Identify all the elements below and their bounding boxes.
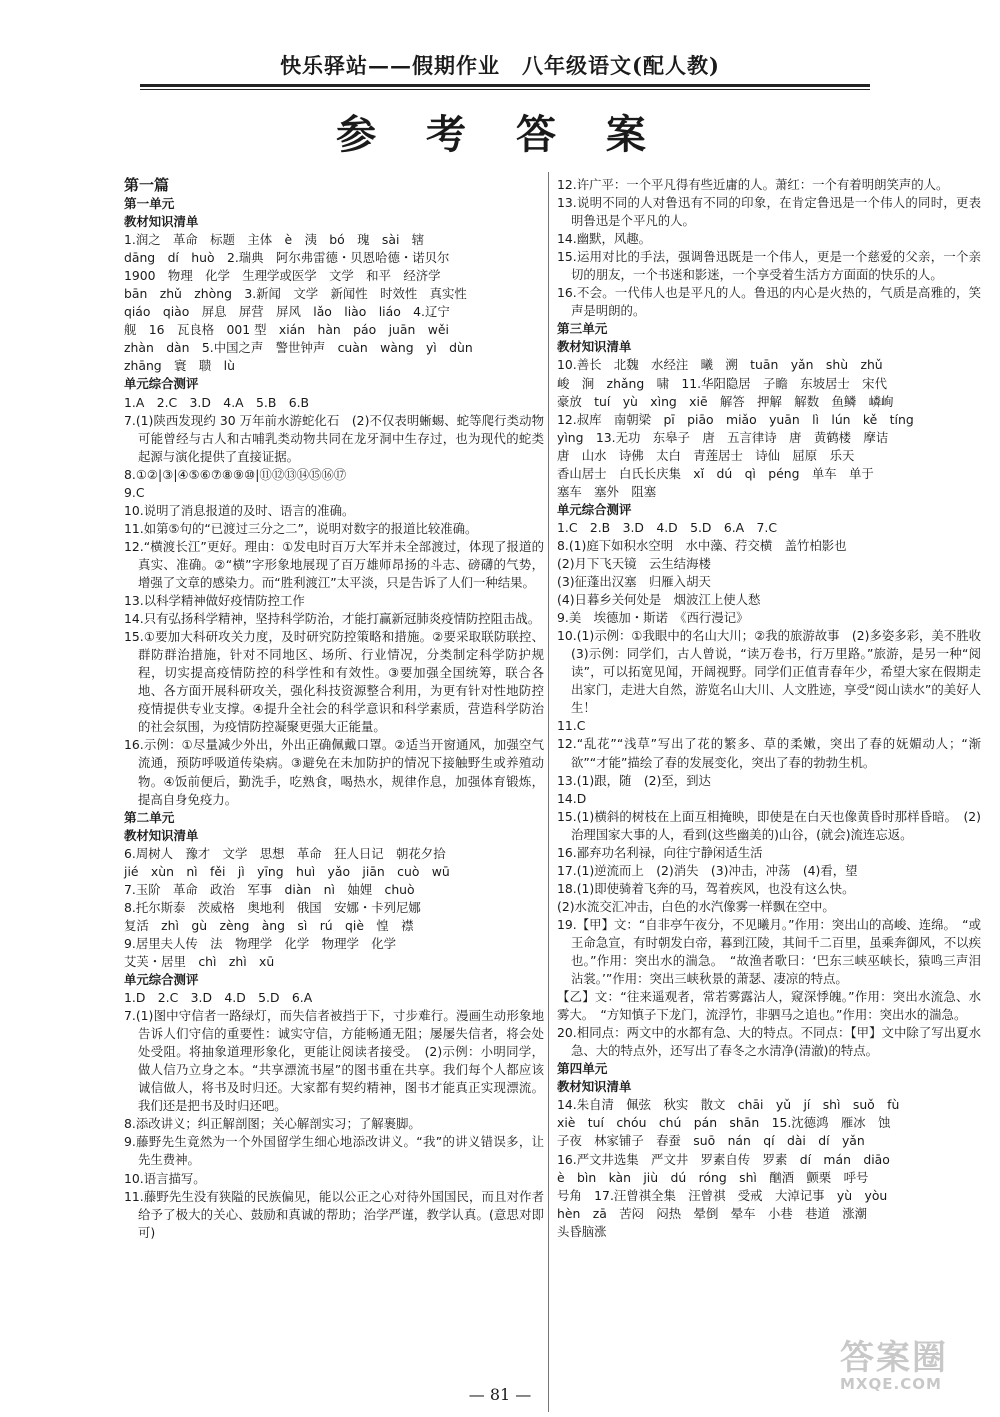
answer-item: 9.美 埃德加・斯诺 《西行漫记》 <box>557 610 749 626</box>
answer-line: 号角 17.汪曾祺全集 汪曾祺 受戒 大淖记事 yù yòu <box>557 1187 888 1203</box>
unit-heading: 第四单元 <box>557 1061 608 1077</box>
watermark-logo <box>840 1330 990 1410</box>
answer-item: 8.①②|③|④⑤⑥⑦⑧⑨⑩|⑪⑫⑬⑭⑮⑯⑰ <box>124 466 347 482</box>
subsection-heading: 教材知识清单 <box>557 1079 632 1095</box>
answer-line: 头昏脑涨 <box>557 1223 607 1239</box>
subsection-heading: 单元综合测评 <box>557 501 632 517</box>
subsection-heading: 单元综合测评 <box>124 376 199 392</box>
subsection-heading: 教材知识清单 <box>124 827 199 843</box>
answer-item: 9.藤野先生竟然为一个外国留学生细心地添改讲义。“我”的讲义错误多，让先生费神。 <box>124 1134 544 1168</box>
answer-line: hèn zā 苦闷 闷热 晕倒 晕车 小巷 巷道 涨潮 <box>557 1205 868 1221</box>
column-divider <box>548 172 549 1412</box>
answer-item: 16.不会。一代伟人也是平凡的人。鲁迅的内心是火热的，气质是高雅的，笑声是明朗的。 <box>557 285 981 319</box>
answer-item: 15.运用对比的手法，强调鲁迅既是一个伟人，更是一个慈爱的父亲，一个亲切的朋友，一个书迷和影迷，一个享受着生活方方面面的快乐的人。 <box>557 249 981 283</box>
answer-line: (2)水流交汇冲击，白色的水汽像雾一样飘在空中。 <box>557 898 835 914</box>
answer-item: 19.【甲】文：“自非亭午夜分，不见曦月。”作用：突出山的高峻、连绵。 “或王命急宣，有时朝发白帝，暮到江陵，其间千二百里，虽乘奔御风，不以疾也。”作用：突出水的湍急。 “故渔者歌曰：‘巴东三峡巫峡长，猿鸣三声泪沾裳。’”作用：突出三峡秋景的萧瑟、凄凉的特点。 <box>557 916 981 987</box>
answer-item: 8.(1)庭下如积水空明 水中藻、荇交横 盖竹柏影也 <box>557 537 847 553</box>
answer-item: 1.润之 革命 标题 主体 è 洟 bó 瑰 sài 辖 <box>124 232 425 248</box>
answer-item: 15.(1)横斜的树枝在上面互相掩映，即使是在白天也像黄昏时那样昏暗。 (2)治理国家大事的人，看到(这些幽美的)山谷，(就会)流连忘返。 <box>557 808 981 842</box>
page-title: 参 考 答 案 <box>336 111 664 158</box>
subsection-heading: 教材知识清单 <box>124 214 199 230</box>
answer-line: 豪放 tuí yù xìng xiē 解答 押解 解数 鱼鳞 嶙峋 <box>557 393 894 409</box>
unit-heading: 第三单元 <box>557 321 608 337</box>
answer-line: è bìn kàn jiù dú róng shì 酗酒 颤栗 呼号 <box>557 1169 869 1185</box>
answer-item: 11.藤野先生没有狭隘的民族偏见，能以公正之心对待外国国民，而且对作者给予了极大的关心、鼓励和真诚的帮助；治学严谨，教学认真。(意思对即可) <box>124 1188 544 1240</box>
unit-heading: 第二单元 <box>124 809 175 825</box>
answer-line: xiè tuí chóu chú pán shān 15.沈德鸿 雁冰 蚀 <box>557 1115 891 1131</box>
answer-line: 舰 16 瓦良格 001 型 xián hàn páo juān wěi <box>124 322 449 338</box>
answer-line: 香山居士 白氏长庆集 xǐ dú qì péng 单车 单于 <box>557 465 874 481</box>
answer-line: 【乙】文：“往来遥观者，常若雾露沾人，窥深悸魄。”作用：突出水流急、水雾大。 “方知慎子下龙门，流浮竹，非驷马之追也。”作用：突出水的湍急。 <box>557 989 981 1023</box>
answer-item: 9.C <box>124 484 145 500</box>
subsection-heading: 单元综合测评 <box>124 972 199 988</box>
answer-item: 10.说明了消息报道的及时、语言的准确。 <box>124 502 355 518</box>
answer-item: 14.D <box>557 790 587 806</box>
answer-line: 1900 物理 化学 生理学或医学 文学 和平 经济学 <box>124 268 441 284</box>
answer-item: 16.严文井选集 严文井 罗素自传 罗素 dí mán diāo <box>557 1151 890 1167</box>
answer-item: 15.①要加大科研攻关力度，及时研究防控策略和措施。②要采取联防联控、群防群治措施，针对不同地区、场所、行业情况，分类制定科学防护规程，切实提高疫情防控的科学性和有效性。③要加强全国统筹，联合各地、各方面开展科研攻关，强化科技资源整合利用，为更有针对性地防控疫情提供专业支撑。④提升全社会的科学意识和科学素质，营造科学防治的社会氛围，为疫情防控凝聚更强大正能量。 <box>124 629 544 735</box>
unit-heading: 第一单元 <box>124 196 175 211</box>
answer-item: 12.许广平：一个平凡得有些近庸的人。萧红：一个有着明朗笑声的人。 <box>557 177 949 192</box>
answer-line: (2)月下飞天镜 云生结海楼 <box>557 555 711 571</box>
right-answer-column <box>557 176 994 1241</box>
answer-line: 艾芙・居里 chì zhì xū <box>124 953 275 969</box>
answer-item: 13.(1)跟，随 (2)至，到达 <box>557 772 711 788</box>
answer-item: 11.C <box>557 718 586 734</box>
answer-item: 10.善长 北魏 水经注 曦 溯 tuān yǎn shù zhǔ <box>557 357 883 373</box>
answer-item: 14.朱自清 佩弦 秋实 散文 chāi yǔ jí shì suǒ fù <box>557 1097 900 1113</box>
answer-item: 14.只有弘扬科学精神，坚持科学防治，才能打赢新冠肺炎疫情防控阻击战。 <box>124 611 541 627</box>
header-rule-thin <box>140 89 870 90</box>
answer-line: 复活 zhì gù zèng àng sì rú qiè 惶 襟 <box>124 917 414 933</box>
answer-item: 8.托尔斯泰 茨威格 奥地利 俄国 安娜・卡列尼娜 <box>124 899 421 915</box>
answer-item: 12.叔库 南朝梁 pī piāo miǎo yuān lì lún kě tíng <box>557 411 914 427</box>
part-heading: 第一篇 <box>124 176 170 194</box>
page-number: — 81 — <box>468 1385 532 1404</box>
answer-line: bān zhǔ zhòng 3.新闻 文学 新闻性 时效性 真实性 <box>124 286 467 302</box>
answer-item: 12.“横渡长江”更好。理由：①发电时百万大军并未全部渡过，体现了报道的真实、准确。②“横”字形象地展现了百万雄师昂扬的斗志、磅礴的气势，增强了文章的感染力。而“胜利渡江”太平淡，只是告诉了人们一种结果。 <box>124 538 544 590</box>
answer-line: (3)征蓬出汉塞 归雁入胡天 <box>557 574 711 590</box>
answer-line: zhāng 寰 聩 lù <box>124 358 235 374</box>
answer-line: dāng dí huò 2.瑞典 阿尔弗雷德・贝恩哈德・诺贝尔 <box>124 250 450 266</box>
answer-item: 1.C 2.B 3.D 4.D 5.D 6.A 7.C <box>557 519 778 535</box>
answer-item: 20.相同点：两文中的水都有急、大的特点。不同点：【甲】文中除了写出夏水急、大的特点外，还写出了春冬之水清净(清澈)的特点。 <box>557 1025 981 1059</box>
answer-item: 1.D 2.C 3.D 4.D 5.D 6.A <box>124 990 313 1006</box>
answer-line: qiáo qiào 屏息 屏营 屏风 lǎo liào liáo 4.辽宁 <box>124 304 450 320</box>
subsection-heading: 教材知识清单 <box>557 339 632 355</box>
answer-item: 18.(1)即使骑着飞奔的马，驾着疾风，也没有这么快。 <box>557 880 855 896</box>
answer-item: 13.说明不同的人对鲁迅有不同的印象，在肯定鲁迅是一个伟人的同时，更表明鲁迅是个平凡的人。 <box>557 195 981 229</box>
answer-line: yìng 13.无功 东皋子 唐 五言律诗 唐 黄鹤楼 摩诘 <box>557 429 889 445</box>
answer-item: 16.鄙弃功名利禄，向往宁静闲适生活 <box>557 844 763 860</box>
answer-item: 13.以科学精神做好疫情防控工作 <box>124 593 305 609</box>
answer-item: 10.(1)示例：①我眼中的名山大川；②我的旅游故事 (2)多姿多彩，美不胜收 (3)示例：同学们，古人曾说，“读万卷书，行万里路。”旅游，是另一种“阅读”，可以拓宽见闻，开阔视野。同学们正值青春年少，希望大家在假期走出家门，走进大自然，游览名山大川、人文胜迹，享受“阅山读水”的美好人生！ <box>557 628 994 716</box>
answer-item: 7.(1)陕西发现约 30 万年前水游蛇化石 (2)不仅表明蜥蜴、蛇等爬行类动物可能曾经与古人和古哺乳类动物共同在龙牙洞中生存过，也为现代的蛇类起源与演化提供了直接证据。 <box>124 412 544 464</box>
answer-line: 塞车 塞外 阻塞 <box>557 483 657 499</box>
answer-item: 14.幽默，风趣。 <box>557 231 652 247</box>
book-header: 快乐驿站——假期作业 八年级语文(配人教) <box>280 53 720 78</box>
answer-line: zhàn dàn 5.中国之声 警世钟声 cuàn wàng yì dùn <box>124 340 473 356</box>
answer-item: 16.示例：①尽量减少外出，外出正确佩戴口罩。②适当开窗通风，加强空气流通，预防呼吸道传染病。③避免在未加防护的情况下接触野生或养殖动物。④饭前便后，勤洗手，吃熟食，喝热水，规律作息，加强体育锻炼，提高自身免疫力。 <box>124 737 544 807</box>
answer-line: 唐 山水 诗佛 太白 青莲居士 诗仙 屈原 乐天 <box>557 447 855 463</box>
answer-line: (4)日暮乡关何处是 烟波江上使人愁 <box>557 592 761 608</box>
answer-item: 10.语言描写。 <box>124 1170 206 1186</box>
left-answer-column <box>124 176 544 1242</box>
answer-item: 8.添改讲义；纠正解剖图；关心解剖实习；了解裹脚。 <box>124 1116 421 1132</box>
answer-item: 17.(1)逆流而上 (2)消失 (3)冲击，冲荡 (4)看，望 <box>557 862 858 878</box>
watermark-logo-text: 答案圈 <box>840 1338 948 1378</box>
answer-item: 1.A 2.C 3.D 4.A 5.B 6.B <box>124 394 310 410</box>
answer-item: 7.玉阶 革命 政治 军事 diàn nì 妯娌 chuò <box>124 881 415 897</box>
watermark-url: MXQE.COM <box>840 1375 942 1393</box>
answer-item: 11.如第⑤句的“已渡过三分之二”，说明对数字的报道比较准确。 <box>124 520 478 536</box>
answer-line: 子夜 林家铺子 春蚕 suō nán qí dài dí yǎn <box>557 1133 865 1149</box>
answer-item: 9.居里夫人传 法 物理学 化学 物理学 化学 <box>124 935 397 951</box>
answer-item: 7.(1)图中守信者一路绿灯，而失信者被挡于下，寸步难行。漫画生动形象地告诉人们守信的重要性：诚实守信，方能畅通无阻；屡屡失信者，将会处处受阻。将抽象道理形象化，更能让阅读者接受。 (2)示例：小明同学，做人信乃立身之本。“共享漂流书屋”的图书重在共享。我们每个人都应该诚信做人，将书及时归还。大家都有契约精神，图书才能真正实现漂流。我们还是把书及时归还吧。 <box>124 1008 544 1114</box>
answer-item: 6.周树人 豫才 文学 思想 革命 狂人日记 朝花夕拾 <box>124 845 446 861</box>
answer-line: 峻 涧 zhǎng 啸 11.华阳隐居 子瞻 东坡居士 宋代 <box>557 375 887 391</box>
answer-line: jié xùn nì fěi jì yīng huì yǎo jiān cuò wū <box>124 863 450 879</box>
header-rule-thick <box>140 84 870 87</box>
answer-item: 12.“乱花”“浅草”写出了花的繁多、草的柔嫩，突出了春的妩媚动人；“渐欲”“才能”描绘了春的发展变化，突出了春的勃勃生机。 <box>557 736 981 770</box>
